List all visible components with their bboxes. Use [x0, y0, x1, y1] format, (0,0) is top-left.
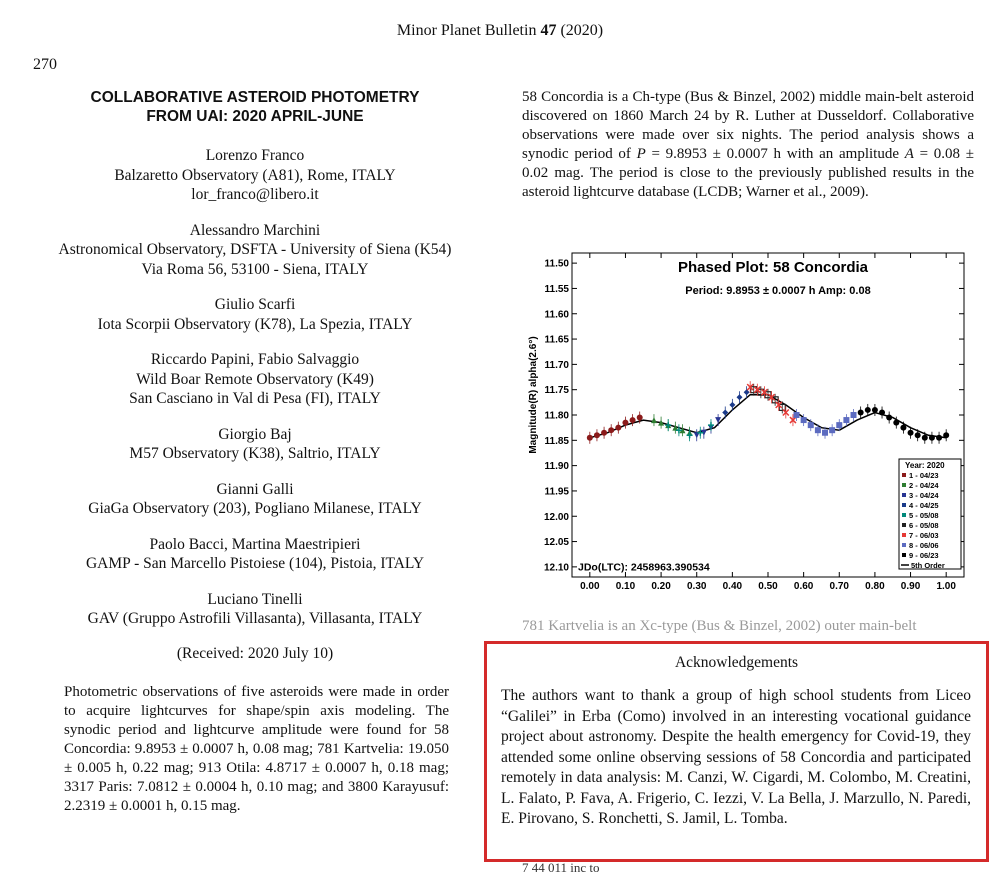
x-tick-label: 1.00 [936, 581, 956, 592]
author-block [40, 221, 470, 280]
author-block [40, 146, 470, 205]
x-tick-label: 0.50 [758, 581, 778, 592]
legend-entry: 8 - 06/06 [909, 541, 939, 550]
y-tick-label: 11.60 [544, 309, 569, 321]
x-tick-label: 0.10 [615, 581, 636, 592]
abstract: Photometric observations of five asteroids were made in order to acquire lightcurves for shape/spin axis modeling. The synodic period and lightcurve amplitude were found for 58 Concordia: 9.8953 ± 0.0007 h, 0.08 mag; 781 Kartvelia: 19.050 ± 0.005 h, 0.22 mag; 913 Otila: 4.8717 ± 0.0007 h, 0.18 mag; 3317 Paris: 7.0812 ± 0.0004 h, 0.10 mag; and 3800 Karayusuf: 2.2319 ± 0.0001 h, 0.15 mag. [64, 683, 449, 814]
x-tick-label: 0.90 [900, 581, 921, 592]
journal-header [0, 22, 1000, 40]
legend-swatch [902, 553, 906, 557]
data-point [915, 432, 921, 438]
legend-entry: 5th Order [911, 561, 945, 570]
author-name: Riccardo Papini, Fabio Salvaggio [150, 351, 360, 368]
y-tick-label: 12.10 [543, 562, 569, 574]
legend-swatch [902, 483, 906, 487]
data-point [829, 427, 835, 433]
author-block [40, 350, 470, 409]
legend-swatch [902, 493, 906, 497]
data-point [630, 417, 636, 423]
data-point [843, 417, 849, 423]
legend-entry: 7 - 06/03 [909, 531, 939, 540]
journal-name: Minor Planet Bulletin [396, 22, 537, 39]
legend-swatch [902, 473, 906, 477]
data-point [637, 415, 643, 421]
legend-swatch [902, 533, 906, 537]
author-affiliation: GAMP - San Marcello Pistoiese (104), Pistoia, ITALY [85, 555, 425, 572]
author-affiliation: lor_franco@libero.it [191, 186, 319, 203]
x-tick-label: 0.40 [722, 581, 743, 592]
data-point [908, 430, 914, 436]
data-point [922, 435, 928, 441]
data-point [886, 415, 892, 421]
title-line-1: COLLABORATIVE ASTEROID PHOTOMETRY [90, 89, 420, 106]
data-point [929, 435, 935, 441]
data-point [858, 409, 864, 415]
received-date: (Received: 2020 July 10) [176, 644, 334, 662]
legend-entry: 6 - 05/08 [909, 521, 939, 530]
data-point [794, 412, 800, 418]
data-point [865, 407, 871, 413]
author-affiliation: GiaGa Observatory (203), Pogliano Milanese, ITALY [88, 500, 422, 517]
author-affiliation: Iota Scorpii Observatory (K78), La Spezia, ITALY [97, 315, 413, 333]
author-affiliation: San Casciano in Val di Pesa (FI), ITALY [129, 390, 381, 407]
data-point [594, 432, 600, 438]
chart-subtitle: Period: 9.8953 ± 0.0007 h Amp: 0.08 [685, 285, 871, 297]
acknowledgements-text: The authors want to thank a group of high school students from Liceo “Galilei” in Erba (Como) involved in an interesting vocational guidance project about astronomy. Despite the health emergency for Covid-19, they attended some online observing sessions of 58 Concordia and participated remotely in data analysis: M. Canzi, W. Cigardi, M. Colombo, M. Creatini, L. Falato, P. Fava, A. Frigerio, C. Iezzi, V. La Bella, J. Marzullo, N. Paredi, E. Pirovano, S. Ronchetti, S. Jamil, L. Tomba. [501, 687, 971, 827]
concordia-text-1: 58 Concordia is a Ch-type (Bus & Binzel, 2002) middle main-belt asteroid discovered on 1860 March 24 by R. Luther at Dusseldorf. Collaborative observations were made over six nights. The period analysis shows a synodic period of [522, 89, 974, 162]
data-point [601, 430, 607, 436]
y-tick-label: 12.00 [543, 511, 569, 523]
legend-swatch [902, 513, 906, 517]
legend-swatch [902, 503, 906, 507]
x-tick-label: 0.60 [793, 581, 814, 592]
period-symbol: P [636, 146, 646, 162]
author-block [40, 295, 470, 334]
x-tick-label: 0.20 [651, 581, 671, 592]
data-point [815, 427, 821, 433]
legend-entry: 4 - 04/25 [909, 501, 939, 510]
data-point [851, 412, 857, 418]
right-column [522, 88, 974, 202]
y-tick-label: 11.90 [544, 461, 569, 473]
y-tick-label: 11.70 [544, 359, 569, 371]
kartvelia-fragment: 781 Kartvelia is an Xc-type (Bus & Binzel, 2002) outer main-belt [522, 618, 917, 634]
bottom-fragment: 7 44 011 inc to [522, 862, 600, 873]
chart-title: Phased Plot: 58 Concordia [677, 259, 869, 276]
data-point [893, 420, 899, 426]
y-tick-label: 11.80 [544, 410, 569, 422]
author-affiliation: Via Roma 56, 53100 - Siena, ITALY [141, 260, 369, 278]
data-point [943, 432, 949, 438]
y-tick-label: 12.05 [543, 537, 569, 549]
data-point [836, 422, 842, 428]
author-block [40, 590, 470, 629]
x-tick-label: 0.30 [686, 581, 707, 592]
author-list [40, 146, 470, 629]
legend-entry: 3 - 04/24 [909, 491, 939, 500]
author-affiliation: M57 Observatory (K38), Saltrio, ITALY [129, 445, 381, 462]
y-tick-label: 11.65 [544, 334, 569, 346]
author-block [40, 480, 470, 519]
author-block [40, 535, 470, 574]
data-point [879, 409, 885, 415]
x-tick-label: 0.70 [829, 581, 850, 592]
concordia-text-3: = 0.08 ± 0.02 mag. The period is close to the previously published results in the asteroid lightcurve database (LCDB; Warner et al., 2009). [522, 146, 974, 200]
data-point [615, 425, 621, 431]
y-axis-label: Magnitude(R) alpha(2.6°) [528, 336, 539, 454]
author-name: Gianni Galli [216, 480, 294, 498]
legend-entry: 9 - 06/23 [909, 551, 939, 560]
author-name: Luciano Tinelli [207, 590, 303, 608]
legend-entry: 1 - 04/23 [909, 471, 939, 480]
data-point [587, 435, 593, 441]
author-affiliation: Astronomical Observatory, DSFTA - University of Siena (K54) [58, 241, 452, 258]
data-point [900, 425, 906, 431]
concordia-paragraph [522, 88, 974, 202]
y-tick-label: 11.95 [544, 486, 569, 498]
amplitude-symbol: A [904, 146, 914, 162]
x-tick-label: 0.80 [865, 581, 885, 592]
data-point [622, 420, 628, 426]
legend-entry: 2 - 04/24 [909, 481, 939, 490]
author-name: Lorenzo Franco [205, 147, 305, 164]
journal-year: (2020) [560, 22, 604, 39]
y-tick-label: 11.50 [544, 258, 569, 270]
y-tick-label: 11.75 [544, 385, 569, 397]
data-point [608, 427, 614, 433]
author-name: Giulio Scarfi [214, 296, 296, 313]
concordia-text-2: = 9.8953 ± 0.0007 h with an amplitude [645, 146, 905, 162]
acknowledgements-box [484, 641, 989, 862]
jd-label: JDo(LTC): 2458963.390534 [578, 561, 710, 574]
left-column [40, 88, 470, 816]
data-point [936, 435, 942, 441]
article-title [40, 88, 470, 126]
author-name: Giorgio Baj [218, 425, 292, 443]
author-block [40, 425, 470, 464]
acknowledgements-title: Acknowledgements [674, 654, 799, 671]
y-tick-label: 11.85 [544, 435, 569, 447]
data-point [822, 430, 828, 436]
phased-plot-chart [524, 247, 979, 597]
author-affiliation: GAV (Gruppo Astrofili Villasanta), Villasanta, ITALY [87, 610, 423, 627]
title-line-2: FROM UAI: 2020 APRIL-JUNE [146, 108, 364, 125]
data-point [801, 417, 807, 423]
legend-swatch [902, 543, 906, 547]
x-tick-label: 0.00 [580, 581, 600, 592]
data-point [808, 422, 814, 428]
legend-swatch [902, 523, 906, 527]
journal-volume: 47 [540, 22, 557, 39]
y-tick-label: 11.55 [544, 283, 569, 295]
legend-entry: 5 - 05/08 [909, 511, 939, 520]
author-affiliation: Wild Boar Remote Observatory (K49) [136, 370, 374, 388]
author-name: Alessandro Marchini [189, 221, 321, 239]
legend-title: Year: 2020 [905, 461, 945, 470]
author-name: Paolo Bacci, Martina Maestripieri [149, 535, 361, 553]
data-point [872, 407, 878, 413]
author-affiliation: Balzaretto Observatory (A81), Rome, ITALY [114, 166, 396, 184]
page-number: 270 [33, 56, 57, 73]
